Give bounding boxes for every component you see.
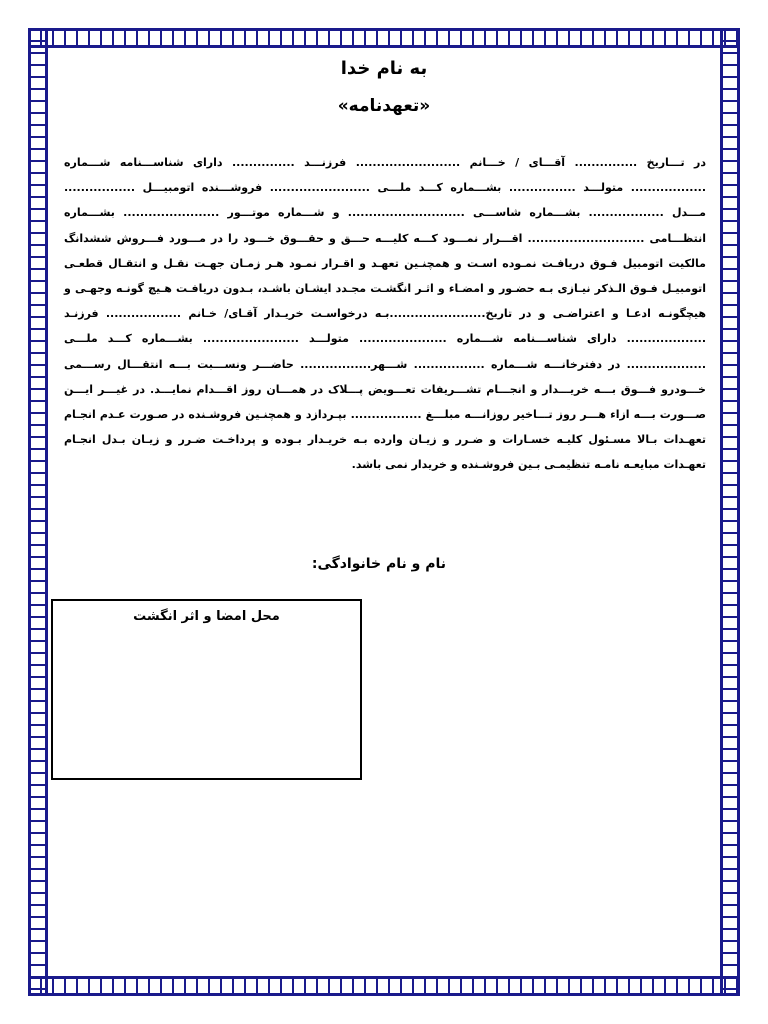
decorative-border-top bbox=[28, 28, 740, 48]
signature-box bbox=[51, 599, 362, 780]
decorative-border-left bbox=[28, 28, 48, 996]
commitment-body bbox=[64, 150, 706, 478]
page-title: به نام خدا bbox=[340, 58, 428, 79]
full-name-label: نام و نام خانوادگی: bbox=[311, 556, 446, 572]
signature-box-label: محل امضا و اثر انگشت bbox=[133, 609, 280, 624]
decorative-border-right bbox=[720, 28, 740, 996]
commitment-paragraph: در تـــاریخ ............... آقـــای / خـــانم ......................... فرزنـــد ............... دارای شناســـنامه شـــماره .................. متولـــد ................ بشـــماره کـــد ملـــی ........................ فروشـــنده اتومبیـــل ................. مـــدل .................. بشـــماره شاســـی ............................ و شـــماره موتـــور ....................... بشـــماره انتظـــامی ............................ اقـــرار نمـــود کـــه کلیـــه حـــق و حقـــوق خـــود را در مـــورد فـــروش ششدانگ مالکیت اتومبیل فـوق دریافـت نمـوده اسـت و همچنـین تعهـد و اقـرار نمـود هـر زمـان جهـت نقـل و انتقـال قطعـی اتومبیـل فـوق الـذکر نیـازی بـه حضـور و امضـاء و اثـر انگشـت مجـدد ایشـان باشـد، بـدون دریافـت هـیچ گونـه وجهـی و هیچگونـه ادعـا و اعتراضـی و در تاریخ.......................بـه درخواسـت خریـدار آقـای/ خـانم .................. فرزنـد ................... دارای شناســـنامه شـــماره ..................... متولـــد ....................... بشـــماره کـــد ملـــی ................... در دفترخانـــه شـــماره ................. شـــهر................. حاضـــر ونســـبت بـــه انتقـــال رســـمی خـــودرو فـــوق بـــه خریـــدار و انجـــام تشـــریفات تعـــویض پـــلاک در همـــان روز اقـــدام نمایـــد. در غیـــر ایـــن صـــورت بـــه ازاء هـــر روز تـــاخیر روزانـــه مبلـــغ ................. بپـردازد و همچنـین فروشـنده در صـورت عـدم انجـام تعهـدات بـالا مسـئول کلیـه خسـارات و ضـرر و زیـان وارده بـه خریـدار بـوده و پرداخـت ضـرر و زیـان بـدل انجـام تعهـدات مبایعـه نامـه تنظیمـی بـین فروشـنده و خریدار نمی باشد. bbox=[64, 156, 706, 472]
document-subtitle: «تعهدنامه» bbox=[337, 96, 431, 116]
decorative-border-bottom bbox=[28, 976, 740, 996]
